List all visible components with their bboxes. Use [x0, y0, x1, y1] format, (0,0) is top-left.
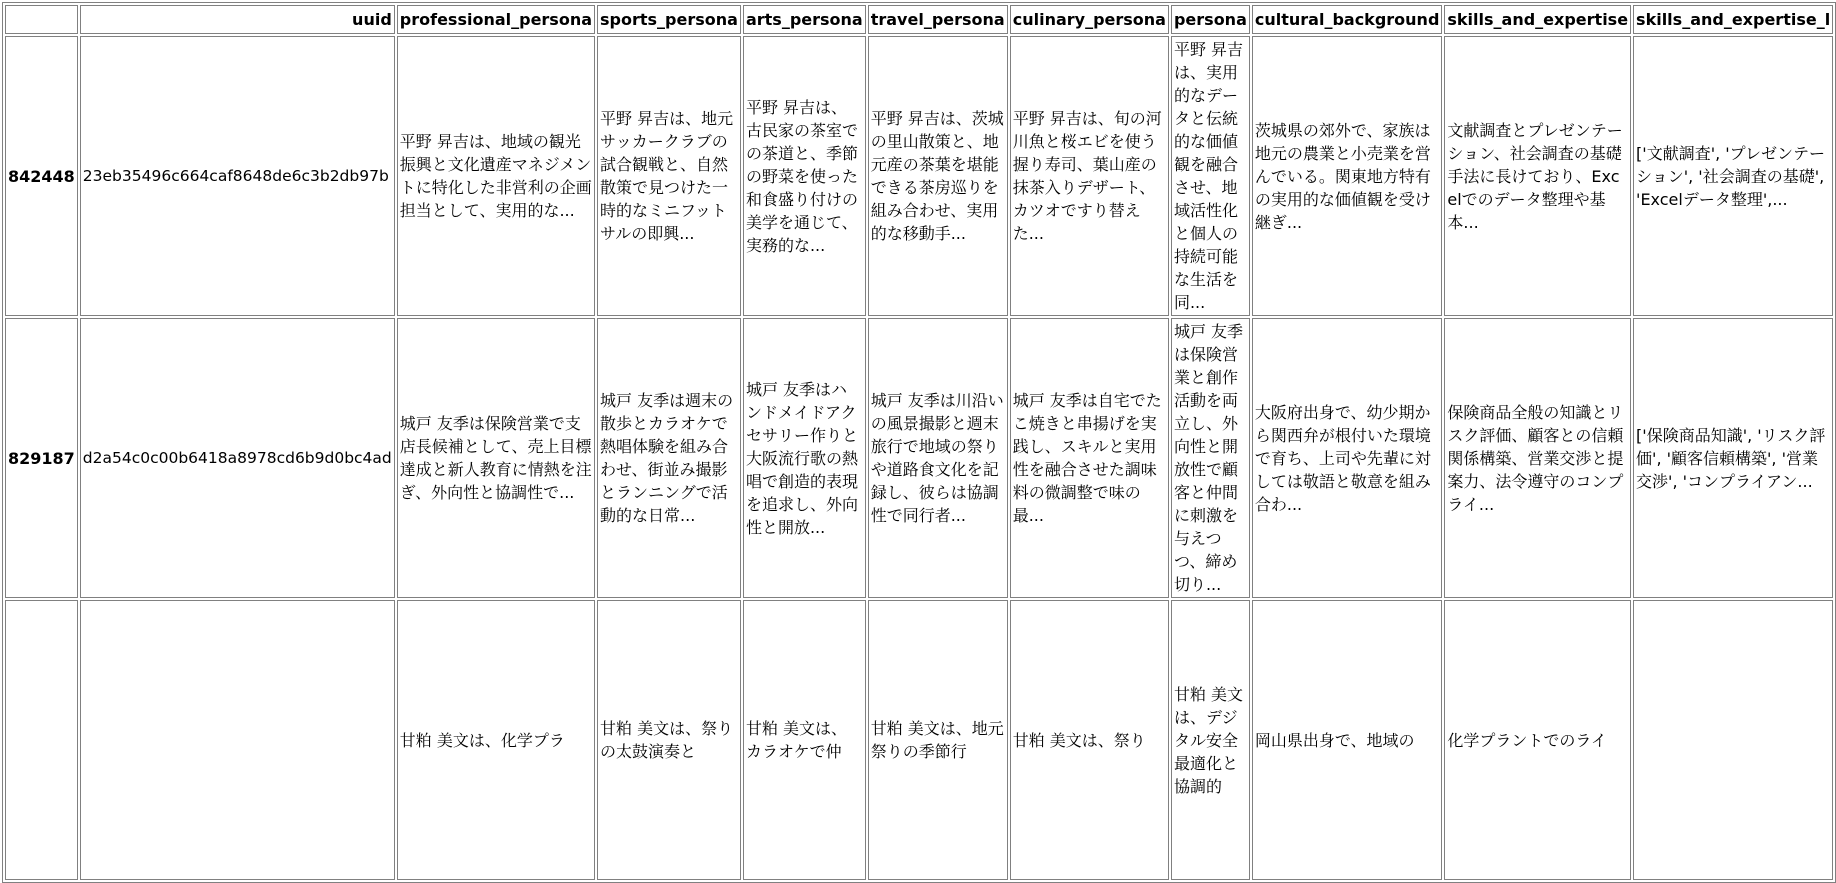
column-header-arts-persona: arts_persona: [743, 5, 866, 34]
table-row: [5, 600, 1833, 880]
cell-uuid: 23eb35496c664caf8648de6c3b2db97b: [80, 36, 395, 316]
column-header-culinary-persona: culinary_persona: [1010, 5, 1169, 34]
cell-travel-persona: 平野 昇吉は、茨城の里山散策と、地元産の茶葉を堪能できる茶房巡りを組み合わせ、実用的な移動手...: [868, 36, 1008, 316]
cell-uuid: d2a54c0c00b6418a8978cd6b9d0bc4ad: [80, 318, 395, 598]
cell-cultural-background: 大阪府出身で、幼少期から関西弁が根付いた環境で育ち、上司や先輩に対しては敬語と敬意を組み合わ...: [1252, 318, 1443, 598]
column-header-skills-and-expertise: skills_and_expertise: [1444, 5, 1631, 34]
column-header-cultural-background: cultural_background: [1252, 5, 1443, 34]
cell-culinary-persona: 平野 昇吉は、旬の河川魚と桜エビを使う握り寿司、葉山産の抹茶入りデザート、カツオですり替えた...: [1010, 36, 1169, 316]
cell-culinary-persona: 甘粕 美文は、祭り: [1010, 600, 1169, 880]
row-index: [5, 600, 78, 880]
cell-arts-persona: 城戸 友季はハンドメイドアクセサリー作りと大阪流行歌の熱唱で創造的表現を追求し、外向性と開放...: [743, 318, 866, 598]
cell-sports-persona: 平野 昇吉は、地元サッカークラブの試合観戦と、自然散策で見つけた一時的なミニフットサルの即興...: [597, 36, 741, 316]
cell-arts-persona: 甘粕 美文は、カラオケで仲: [743, 600, 866, 880]
cell-skills-and-expertise-list: ['保険商品知識', 'リスク評価', '顧客信頼構築', '営業交渉', 'コンプライアン...: [1633, 318, 1833, 598]
header-row: [5, 5, 1833, 34]
cell-professional-persona: 城戸 友季は保険営業で支店長候補として、売上目標達成と新人教育に情熱を注ぎ、外向性と協調性で...: [397, 318, 595, 598]
cell-persona: 城戸 友季は保険営業と創作活動を両立し、外向性と開放性で顧客と仲間に刺激を与えつつ、締め切り...: [1171, 318, 1250, 598]
cell-skills-and-expertise: 文献調査とプレゼンテーション、社会調査の基礎手法に長けており、Excelでのデータ整理や基本...: [1444, 36, 1631, 316]
column-header-persona: persona: [1171, 5, 1250, 34]
cell-travel-persona: 城戸 友季は川沿いの風景撮影と週末旅行で地域の祭りや道路食文化を記録し、彼らは協調性で同行者...: [868, 318, 1008, 598]
cell-culinary-persona: 城戸 友季は自宅でたこ焼きと串揚げを実践し、スキルと実用性を融合させた調味料の微調整で味の最...: [1010, 318, 1169, 598]
column-header-uuid: uuid: [80, 5, 395, 34]
table-body: [5, 36, 1833, 880]
cell-skills-and-expertise: 保険商品全般の知識とリスク評価、顧客との信頼関係構築、営業交渉と提案力、法令遵守のコンプライ...: [1444, 318, 1631, 598]
row-index: 842448: [5, 36, 78, 316]
table-row: [5, 318, 1833, 598]
cell-travel-persona: 甘粕 美文は、地元祭りの季節行: [868, 600, 1008, 880]
cell-cultural-background: 岡山県出身で、地域の: [1252, 600, 1443, 880]
table-header: [5, 5, 1833, 34]
dataframe-table: [2, 2, 1836, 883]
column-header-sports-persona: sports_persona: [597, 5, 741, 34]
cell-persona: 平野 昇吉は、実用的なデータと伝統的な価値観を融合させ、地域活性化と個人の持続可能な生活を同...: [1171, 36, 1250, 316]
index-header: [5, 5, 78, 34]
column-header-professional-persona: professional_persona: [397, 5, 595, 34]
cell-uuid: [80, 600, 395, 880]
column-header-travel-persona: travel_persona: [868, 5, 1008, 34]
cell-professional-persona: 平野 昇吉は、地域の観光振興と文化遺産マネジメントに特化した非営利の企画担当として、実用的な...: [397, 36, 595, 316]
cell-skills-and-expertise: 化学プラントでのライ: [1444, 600, 1631, 880]
cell-skills-and-expertise-list: ['文献調査', 'プレゼンテーション', '社会調査の基礎', 'Excelデータ整理',...: [1633, 36, 1833, 316]
cell-sports-persona: 城戸 友季は週末の散歩とカラオケで熱唱体験を組み合わせ、街並み撮影とランニングで活動的な日常...: [597, 318, 741, 598]
cell-skills-and-expertise-list: [1633, 600, 1833, 880]
column-header-skills-and-expertise-list: skills_and_expertise_l: [1633, 5, 1833, 34]
cell-sports-persona: 甘粕 美文は、祭りの太鼓演奏と: [597, 600, 741, 880]
dataframe-container: [2, 2, 1836, 883]
cell-persona: 甘粕 美文は、デジタル安全最適化と協調的: [1171, 600, 1250, 880]
table-row: [5, 36, 1833, 316]
cell-arts-persona: 平野 昇吉は、古民家の茶室での茶道と、季節の野菜を使った和食盛り付けの美学を通じて、実務的な...: [743, 36, 866, 316]
row-index: 829187: [5, 318, 78, 598]
cell-cultural-background: 茨城県の郊外で、家族は地元の農業と小売業を営んでいる。関東地方特有の実用的な価値観を受け継ぎ...: [1252, 36, 1443, 316]
cell-professional-persona: 甘粕 美文は、化学プラ: [397, 600, 595, 880]
